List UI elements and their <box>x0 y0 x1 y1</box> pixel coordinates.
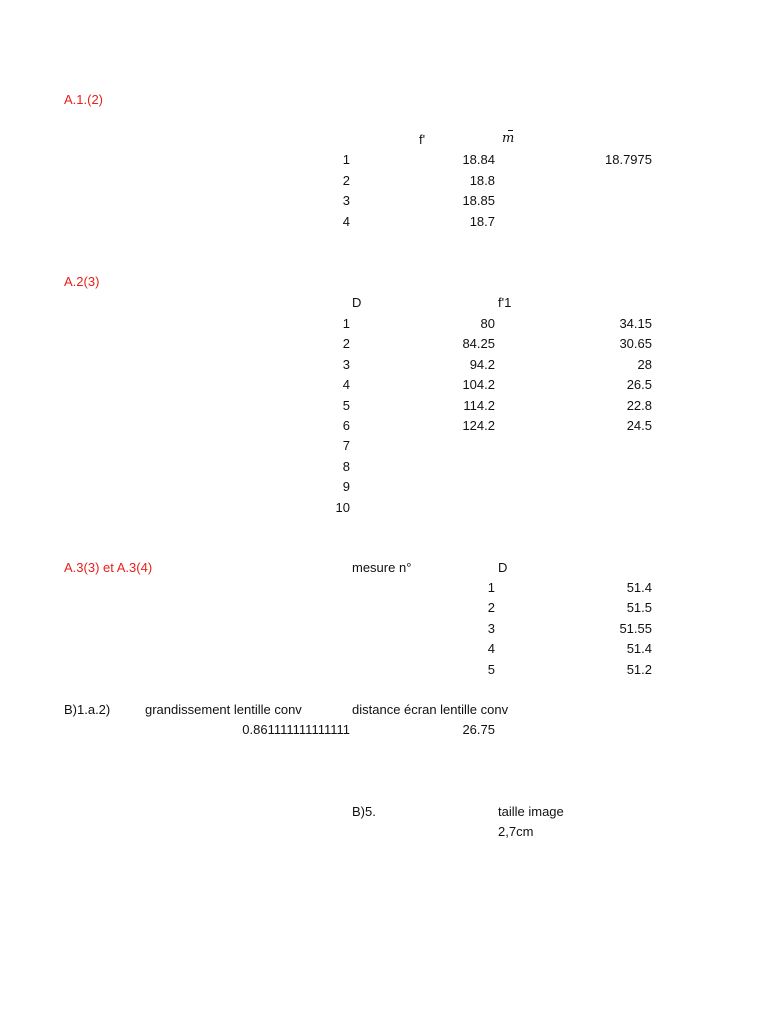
d-value: 124.2 <box>462 418 495 433</box>
mean-value: 18.7975 <box>605 152 652 167</box>
mesure-number: 3 <box>487 620 495 636</box>
row-number: 4 <box>342 213 350 229</box>
f-value: 18.85 <box>462 193 495 208</box>
column-header-distance: distance écran lentille conv <box>352 702 509 717</box>
row-number: 3 <box>342 356 350 372</box>
column-header-grandissement: grandissement lentille conv <box>145 702 302 717</box>
section-label-b5: B)5. <box>352 804 376 819</box>
row-number: 4 <box>342 377 350 393</box>
row-number: 1 <box>342 316 350 331</box>
d-value: 94.2 <box>469 356 495 372</box>
row-number: 3 <box>342 193 350 208</box>
d-value: 51.2 <box>626 661 652 677</box>
d-value: 51.4 <box>626 641 652 657</box>
section-label-a3: A.3(3) et A.3(4) <box>64 560 153 575</box>
f1-value: 28 <box>637 356 652 372</box>
row-number: 2 <box>342 336 350 352</box>
row-number: 10 <box>335 499 350 515</box>
taille-value: 2,7cm <box>498 824 534 839</box>
mesure-number: 2 <box>487 600 495 616</box>
f1-value: 26.5 <box>626 377 652 393</box>
f-value: 18.7 <box>469 213 495 229</box>
row-number: 8 <box>342 458 350 474</box>
column-header-taille: taille image <box>498 804 564 819</box>
section-label-b1: B)1.a.2) <box>64 702 111 717</box>
d-value: 51.55 <box>619 620 652 636</box>
column-header-mesure: mesure n° <box>352 560 412 575</box>
column-header-f1: f'1 <box>498 295 512 310</box>
row-number: 5 <box>342 397 350 413</box>
column-header-f: f' <box>419 132 426 147</box>
mesure-number: 4 <box>487 641 495 657</box>
section-label-a1: A.1.(2) <box>64 92 104 107</box>
column-header-d-a3: D <box>498 560 508 575</box>
d-value: 51.4 <box>626 580 652 595</box>
f1-value: 24.5 <box>626 418 652 433</box>
distance-value: 26.75 <box>462 722 495 737</box>
d-value: 114.2 <box>463 397 495 413</box>
row-number: 7 <box>342 438 350 454</box>
column-header-mean <box>502 131 514 147</box>
mesure-number: 5 <box>487 661 495 677</box>
section-label-a2: A.2(3) <box>64 274 100 289</box>
d-value: 80 <box>480 316 495 331</box>
f-value: 18.84 <box>462 152 495 167</box>
mesure-number: 1 <box>487 580 495 595</box>
d-value: 51.5 <box>626 600 652 616</box>
mean-symbol: m <box>502 131 515 146</box>
row-number: 9 <box>342 479 350 495</box>
d-value: 84.25 <box>462 336 495 352</box>
f-value: 18.8 <box>469 172 495 188</box>
f1-value: 22.8 <box>626 397 652 413</box>
column-header-d: D <box>352 295 362 310</box>
d-value: 104.2 <box>462 377 495 393</box>
f1-value: 30.65 <box>619 336 652 352</box>
row-number: 2 <box>342 172 350 188</box>
grandissement-value: 0.861111111111111 <box>242 722 350 737</box>
row-number: 6 <box>342 418 350 433</box>
f1-value: 34.15 <box>619 316 652 331</box>
row-number: 1 <box>342 152 350 167</box>
